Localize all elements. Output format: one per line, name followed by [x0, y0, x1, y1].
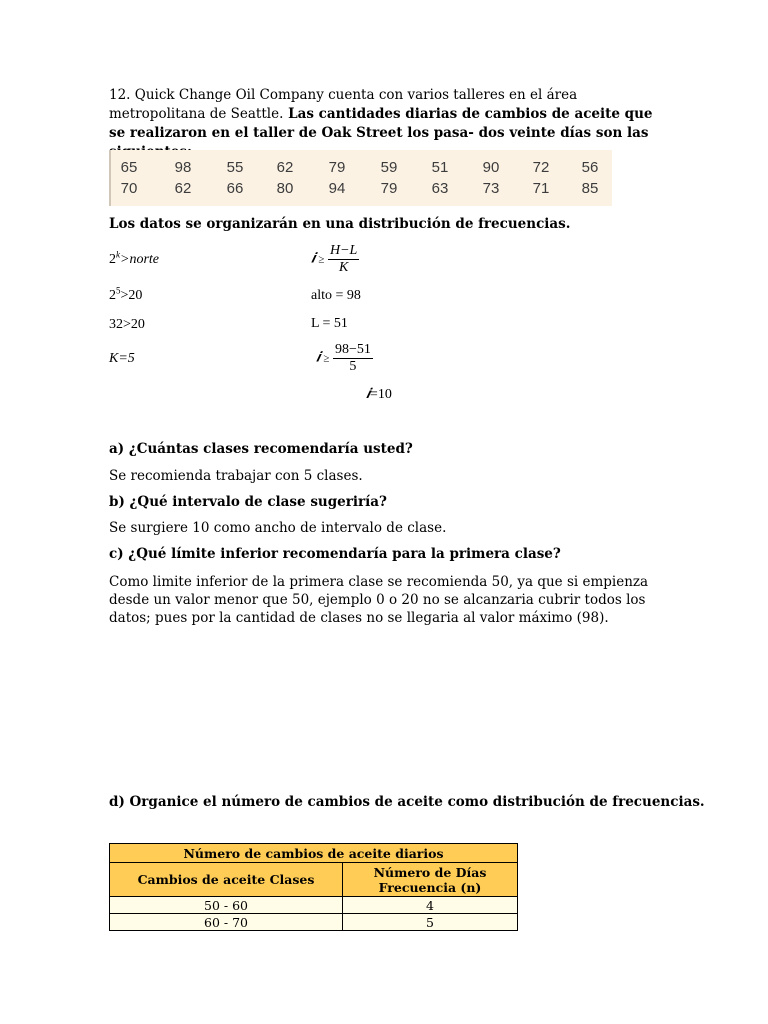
question-b: b) ¿Qué intervalo de clase sugeriría? — [109, 494, 387, 510]
data-cell: 65 — [120, 159, 138, 176]
data-cell: 90 — [482, 159, 500, 176]
fraction-numerator: 98−51 — [334, 342, 371, 357]
math-line-2k — [109, 249, 159, 268]
math-alto: alto = 98 — [311, 288, 361, 303]
math-line-25 — [109, 285, 143, 304]
math-exponent: 5 — [116, 285, 121, 296]
ge-symbol: ≥ — [318, 253, 325, 266]
i-symbol: 𝒊 — [366, 387, 370, 402]
ge-symbol: ≥ — [323, 352, 330, 365]
column-header-classes: Cambios de aceite Clases — [110, 863, 343, 897]
data-cell: 98 — [174, 159, 192, 176]
data-cell: 71 — [532, 180, 550, 197]
answer-c: Como limite inferior de la primera clase se recomienda 50, ya que si empienza desde un valor menor que 50, ejemplo 0 o 20 no se alcanzaria cubrir todos los datos; pues por la cantidad de clases no se llegaria al valor máximo (98). — [109, 574, 649, 626]
data-cell: 79 — [328, 159, 346, 176]
data-cell: 94 — [328, 180, 346, 197]
table-title: Número de cambios de aceite diarios — [110, 844, 518, 863]
math-exponent: k — [116, 249, 120, 260]
class-cell: 60 - 70 — [110, 914, 343, 931]
answer-b: Se surgiere 10 como ancho de intervalo de clase. — [109, 520, 447, 536]
math-interval-values — [316, 342, 373, 375]
data-cell: 62 — [276, 159, 294, 176]
organize-statement: Los datos se organizarán en una distribución de frecuencias. — [109, 216, 571, 232]
question-c: c) ¿Qué límite inferior recomendaría para la primera clase? — [109, 546, 561, 562]
data-cell: 66 — [226, 180, 244, 197]
math-base: 2 — [109, 252, 116, 267]
problem-lead: 12. Quick Change Oil Company cuenta con varios talleres en el área metropolitana de Seattle. — [109, 87, 578, 122]
frequency-cell: 4 — [343, 897, 518, 914]
data-row-2 — [111, 180, 612, 199]
fraction-denominator: K — [338, 260, 349, 275]
data-cell: 55 — [226, 159, 244, 176]
data-cell: 70 — [120, 180, 138, 197]
fraction-h-l-k — [328, 243, 359, 276]
column-header-line1: Número de Días — [373, 864, 487, 880]
fraction-denominator: 5 — [349, 359, 357, 374]
math-base: 2 — [109, 288, 116, 303]
answer-a: Se recomienda trabajar con 5 clases. — [109, 468, 363, 484]
data-cell: 63 — [431, 180, 449, 197]
math-interval-formula — [311, 243, 359, 276]
data-cell: 62 — [174, 180, 192, 197]
data-cell: 73 — [482, 180, 500, 197]
i-symbol: 𝒊 — [311, 251, 315, 267]
data-cell: 59 — [380, 159, 398, 176]
oil-change-data-table — [109, 150, 612, 206]
frequency-distribution-table — [109, 843, 518, 931]
fraction-98-51-5 — [333, 342, 373, 375]
table-row — [110, 897, 518, 914]
problem-rest: Las cantidades diarias de cambios de aceite que se realizaron en el taller de Oak Street los pasa- dos veinte días son las — [109, 106, 653, 141]
fraction-numerator: H−L — [329, 243, 358, 258]
data-cell: 51 — [431, 159, 449, 176]
column-header-line2: Frecuencia (n) — [378, 879, 482, 895]
math-rest: >20 — [120, 288, 143, 303]
math-line-32: 32>20 — [109, 317, 145, 332]
math-low: L = 51 — [311, 316, 348, 331]
data-row-1 — [111, 159, 612, 178]
class-cell: 50 - 60 — [110, 897, 343, 914]
frequency-cell: 5 — [343, 914, 518, 931]
result-value: =10 — [369, 387, 392, 402]
math-line-k: K=5 — [109, 351, 135, 366]
data-cell: 85 — [581, 180, 599, 197]
data-cell: 80 — [276, 180, 294, 197]
math-rest: >norte — [120, 252, 159, 267]
column-header-frequency — [343, 863, 518, 897]
data-cell: 72 — [532, 159, 550, 176]
data-cell: 56 — [581, 159, 599, 176]
math-interval-result — [366, 387, 392, 403]
question-d: d) Organice el número de cambios de aceite como distribución de frecuencias. — [109, 794, 705, 810]
i-symbol: 𝒊 — [316, 350, 320, 366]
question-a: a) ¿Cuántas clases recomendaría usted? — [109, 441, 413, 457]
data-cell: 79 — [380, 180, 398, 197]
table-row — [110, 914, 518, 931]
